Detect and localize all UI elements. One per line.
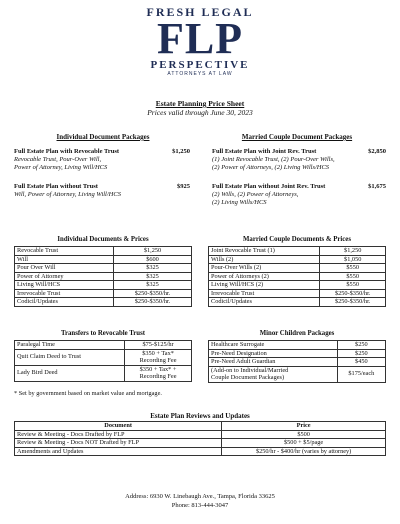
- individual-packages-heading: Individual Document Packages: [56, 133, 150, 141]
- minor-children-table: [208, 340, 386, 383]
- table-row: [15, 298, 192, 307]
- row-value: $325: [114, 281, 192, 290]
- firm-logo: [0, 6, 400, 78]
- package-price: $2,850: [368, 148, 386, 155]
- package-name: Full Estate Plan without Joint Rev. Trust: [212, 183, 326, 190]
- row-value: $250-$350/hr.: [320, 298, 386, 307]
- footer-address: Address: 6930 W. Linebaugh Ave., Tampa, Florida 33625: [125, 493, 275, 500]
- logo-line-1: FRESH LEGAL: [146, 5, 254, 19]
- row-value: $550: [320, 272, 386, 281]
- individual-package-1: [14, 148, 190, 172]
- table-row: [15, 349, 192, 365]
- table-row: [209, 272, 386, 281]
- table-row: [209, 366, 386, 382]
- package-name: Full Estate Plan with Revocable Trust: [14, 148, 120, 155]
- row-label: Quit Claim Deed to Trust: [15, 349, 125, 365]
- table-row: [209, 341, 386, 350]
- reviews-heading: Estate Plan Reviews and Updates: [150, 412, 250, 420]
- row-label: (Add-on to Individual/Married Couple Document Packages): [209, 366, 338, 382]
- row-label: Wills (2): [209, 255, 320, 264]
- row-value: $350 + Tax* Recording Fee: [125, 349, 192, 365]
- row-label: Pour-Over Wills (2): [209, 264, 320, 273]
- row-value: $550: [320, 264, 386, 273]
- row-label: Will: [15, 255, 114, 264]
- table-row: [15, 365, 192, 381]
- row-value: $250-$350/hr.: [114, 298, 192, 307]
- row-label: Codicil/Updates: [209, 298, 320, 307]
- logo-tagline: ATTORNEYS AT LAW: [167, 71, 233, 77]
- couple-package-2: [212, 183, 386, 207]
- row-value: $250-$350/hr.: [320, 289, 386, 298]
- table-row: [209, 264, 386, 273]
- row-label: Pre-Need Designation: [209, 349, 338, 358]
- table-row: [15, 247, 192, 256]
- table-row: [15, 272, 192, 281]
- table-row: [15, 281, 192, 290]
- column-header-document: Document: [15, 422, 222, 431]
- row-label: Irrevocable Trust: [15, 289, 114, 298]
- table-row: [15, 439, 386, 448]
- package-price: $925: [177, 183, 190, 190]
- row-value: $175/each: [337, 366, 385, 382]
- row-label: Revocable Trust: [15, 247, 114, 256]
- document-subtitle: Prices valid through June 30, 2023: [147, 108, 253, 117]
- table-row: [209, 247, 386, 256]
- row-label: Irrevocable Trust: [209, 289, 320, 298]
- row-value: $75-$125/hr: [125, 341, 192, 350]
- table-row: [15, 447, 386, 456]
- transfers-table: [14, 340, 192, 382]
- package-desc: Power of Attorney, Living Will/HCS: [14, 164, 108, 171]
- row-label: Review & Meeting - Docs Drafted by FLP: [15, 430, 222, 439]
- package-desc: Revocable Trust, Pour-Over Will,: [14, 156, 102, 163]
- table-row: [209, 358, 386, 367]
- row-label: Amendments and Updates: [15, 447, 222, 456]
- row-value: $600: [114, 255, 192, 264]
- document-title-block: [0, 99, 400, 117]
- table-row: [15, 341, 192, 350]
- footnote: * Set by government based on market value and mortgage.: [14, 390, 162, 397]
- footer: [0, 492, 400, 510]
- row-value: $325: [114, 264, 192, 273]
- reviews-table: [14, 421, 386, 456]
- row-label: Living Will/HCS: [15, 281, 114, 290]
- table-row: [209, 289, 386, 298]
- row-label: Lady Bird Deed: [15, 365, 125, 381]
- row-label: Living Will/HCS (2): [209, 281, 320, 290]
- row-label: Joint Revocable Trust (1): [209, 247, 320, 256]
- table-row: [209, 349, 386, 358]
- package-desc: (1) Joint Revocable Trust, (2) Pour-Over Wills,: [212, 156, 335, 163]
- table-row: [15, 255, 192, 264]
- row-value: $550: [320, 281, 386, 290]
- logo-monogram: FLP: [156, 14, 244, 63]
- individual-package-2: [14, 183, 190, 199]
- row-value: $450: [337, 358, 385, 367]
- row-value: $1,250: [320, 247, 386, 256]
- row-label: Power of Attorneys (2): [209, 272, 320, 281]
- transfers-heading: Transfers to Revocable Trust: [60, 330, 145, 337]
- row-value: $500: [222, 430, 386, 439]
- package-desc: Will, Power of Attorney, Living Will/HCS: [14, 191, 121, 198]
- table-row: [209, 298, 386, 307]
- row-label: Pre-Need Adult Guardian: [209, 358, 338, 367]
- package-name: Full Estate Plan with Joint Rev. Trust: [212, 148, 317, 155]
- row-value: $250: [337, 341, 385, 350]
- package-name: Full Estate Plan without Trust: [14, 183, 98, 190]
- table-row: [209, 255, 386, 264]
- table-row: [15, 430, 386, 439]
- package-desc: (2) Power of Attorneys, (2) Living Wills/HCS: [212, 164, 330, 171]
- row-value: $250: [337, 349, 385, 358]
- row-label: Codicil/Updates: [15, 298, 114, 307]
- individual-docs-table: [14, 246, 192, 307]
- reviews-header-row: [15, 422, 386, 431]
- footer-phone: Phone: 813-444-3047: [171, 502, 229, 509]
- couple-docs-table: [208, 246, 386, 307]
- package-desc: (2) Living Wills/HCS: [212, 199, 267, 206]
- row-label: Pour Over Will: [15, 264, 114, 273]
- package-price: $1,675: [368, 183, 386, 190]
- column-header-price: Price: [222, 422, 386, 431]
- couple-package-1: [212, 148, 386, 172]
- row-label: Healthcare Surrogate: [209, 341, 338, 350]
- table-row: [15, 264, 192, 273]
- row-value: $350 + Tax* + Recording Fee: [125, 365, 192, 381]
- row-value: $500 + $5/page: [222, 439, 386, 448]
- row-label: Paralegal Time: [15, 341, 125, 350]
- row-label: Power of Attorney: [15, 272, 114, 281]
- table-row: [15, 289, 192, 298]
- row-label: Review & Meeting - Docs NOT Drafted by FLP: [15, 439, 222, 448]
- package-price: $1,250: [172, 148, 190, 155]
- row-value: $250/hr - $400/hr (varies by attorney): [222, 447, 386, 456]
- row-value: $325: [114, 272, 192, 281]
- logo-line-3: PERSPECTIVE: [150, 59, 250, 71]
- individual-docs-heading: Individual Documents & Prices: [57, 236, 149, 243]
- minor-children-heading: Minor Children Packages: [259, 330, 335, 337]
- document-title: Estate Planning Price Sheet: [155, 99, 245, 108]
- couple-docs-heading: Married Couple Documents & Prices: [243, 236, 351, 243]
- row-value: $250-$350/hr.: [114, 289, 192, 298]
- table-row: [209, 281, 386, 290]
- row-value: $1,250: [114, 247, 192, 256]
- couple-packages-heading: Married Couple Document Packages: [241, 133, 353, 141]
- package-desc: (2) Wills, (2) Power of Attorneys,: [212, 191, 299, 198]
- row-value: $1,050: [320, 255, 386, 264]
